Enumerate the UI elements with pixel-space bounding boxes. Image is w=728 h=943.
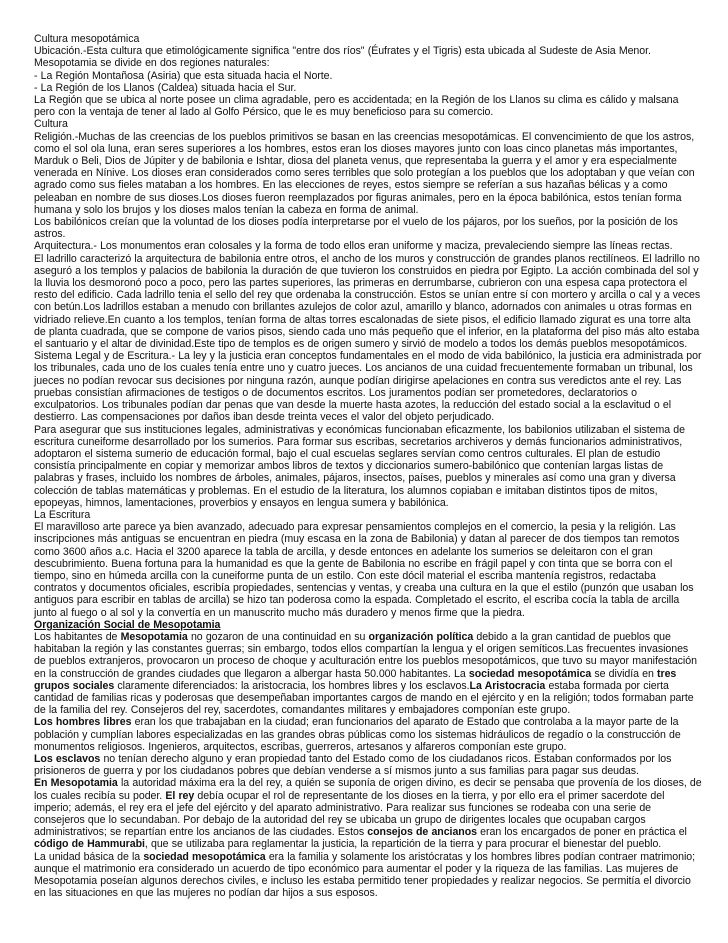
paragraph-ladrillo: El ladrillo caracterizó la arquitectura de babilonia entre otros, el ancho de los muros y construcción de grandes planos rectilíneos. El ladrillo no aseguró a los templos y palacios de babilonia la duración de que tuvieron los construidos en piedra por Egipto. La acción combinada del sol y la lluvia los desmoronó poco a poco, pero las partes superiores, las primeras en derrumbarse, cubrieron con una espesa capa protectora el resto del edificio. Cada ladrillo tenia el sello del rey que ordenaba la construcción. Estos se unían entre sí con mortero y arcilla o cal y a veces con betún.Los ladrillos estaban a menudo con brillantes azulejos de color azul, amarillo y blanco, adornados con animales u otras formas en vidriado relieve.En cuanto a los templos, tenían forma de altas torres escalonadas de siete pisos, el edificio llamado zigurat es una torre alta de planta cuadrada, que se compone de varios pisos, siendo cada uno más pequeño que el inferior, en la plataforma del piso más alto estaba el santuario y el altar de divinidad.Este tipo de templos es de origen sumero y sirvió de modelo a todos los demás pueblos mesopotámicos. — [34, 252, 701, 351]
paragraph-familia: La unidad básica de la sociedad mesopotámica era la familia y solamente los aristócratas y los hombres libres podían contraer matrimonio; aunque el matrimonio era considerado un acuerdo de tipo económico para aumentar el poder y la riqueza de las familias. Las mujeres de Mesopotamia poseían algunos derechos civiles, e incluso les estaba permitido tener propiedades y realizar negocios. Se permitía el divorcio en las situaciones en que las mujeres no podían dar hijos a sus esposos. — [34, 850, 696, 900]
paragraph-habitantes: Los habitantes de Mesopotamia no gozaron de una continuidad en su organización política debido a la gran cantidad de pueblos que habitaban la región y las constantes guerras; sin embargo, todos ellos compartían la lengua y el origen semíticos.Las frecuentes invasiones de pueblos extranjeros, provocaron un proceso de choque y aculturación entre los pueblos mesopotámicos, que tuvo su mayor manifestación en la construcción de grandes ciudades que llegaron a albergar hasta 50.000 habitantes. La sociedad mesopotámica se dividía en tres grupos sociales claramente diferenciados: la aristocracia, los hombres libres y los esclavos.La Aristocracia estaba formada por cierta cantidad de familias ricas y poderosas que desempeñaban importantes cargos de mando en el ejército y en la religión; todos formaban parte de la familia del rey. Consejeros del rey, sacerdotes, comandantes militares y embajadores componían este grupo. — [34, 630, 697, 717]
paragraph-ubicacion: Ubicación.-Esta cultura que etimológicamente significa "entre dos ríos" (Éufrates y el Tigris) esta ubicada al Sudeste de Asia Menor. — [34, 45, 651, 58]
paragraph-arquitectura: Arquitectura.- Los monumentos eran colosales y la forma de todo ellos eran uniforme y maciza, prevaleciendo siempre las líneas rectas. — [34, 240, 673, 253]
heading-escritura: La Escritura — [34, 508, 91, 521]
heading-organizacion-social: Organización Social de Mesopotamia — [34, 618, 221, 631]
paragraph-babilonicos: Los babilónicos creían que la voluntad de los dioses podía interpretarse por el vuelo de los pájaros, por los sueños, por la posición de los astros. — [34, 216, 678, 241]
paragraph-hombres-libres: Los hombres libres eran los que trabajaban en la ciudad; eran funcionarios del aparato de Estado que controlaba a la mayor parte de la población y cumplían labores especializadas en las grandes obras públicas como los sistemas hidráulicos de regadío o la construcción de monumentos religiosos. Ingenieros, arquitectos, escribas, guerreros, artesanos y alfareros componían este grupo. — [34, 716, 681, 753]
heading-cultura: Cultura — [34, 118, 68, 131]
list-item-region-montanosa: - La Región Montañosa (Asiria) que esta situada hacia el Norte. — [34, 69, 333, 82]
paragraph-instituciones: Para asegurar que sus instituciones legales, administrativas y económicas funcionaban eficazmente, los babilonios utilizaban el sistema de escritura cuneiforme desarrollado por los sumerios. Para formar sus escribas, secretarios archiveros y demás funcionarios administrativos, adoptaron el sistema sumerio de educación formal, bajo el cual escuelas seglares servían como centros culturales. El plan de estudio consistía principalmente en copiar y memorizar ambos libros de textos y diccionarios sumero-babilónico que contenían largas listas de palabras y frases, incluido los nombres de árboles, animales, pájaros, insectos, países, pueblos y minerales así como una gran y diversa colección de tablas matemáticas y problemas. En el estudio de la literatura, los alumnos copiaban e imitaban distintos tipos de mitos, epopeyas, himnos, lamentaciones, proverbios y ensayos en lengua sumera y babilónica. — [34, 423, 685, 509]
paragraph-esclavos: Los esclavos no tenían derecho alguno y eran propiedad tanto del Estado como de los ciudadanos ricos. Estaban conformados por los prisioneros de guerra y por los ciudadanos pobres que debían venderse a sí mismos junto a sus familias para pagar sus deudas. — [34, 752, 672, 778]
paragraph-escritura: El maravilloso arte parece ya bien avanzado, adecuado para expresar pensamientos complejos en el comercio, la pesia y la religión. Las inscripciones más antiguas se encuentran en piedra (muy escasa en la zona de Babilonia) y datan al parecer de dos tiempos tan remotos como 3600 años a.c. Hacia el 3200 aparece la tabla de arcilla, y desde entonces en adelante los sumerios se deleitaron con el gran descubrimiento. Buena fortuna para la humanidad es que la gente de Babilonia no escribe en frágil papel y con tinta que se borra con el tiempo, sino en húmeda arcilla con la cuneiforme punta de un estilo. Con este dócil material el escriba mantenía registros, redactaba contratos y documentos oficiales, escribía propiedades, sentencias y ventas, y creaba una cultura en la que el estilo (punzón que usaban los antiguos para escribir en tablas de arcilla) se hizo tan poderosa como la espada. Completado el escrito, el escriba cocía la tabla de arcilla junto al fuego o al sol y la convertía en un manuscrito mucho más duradero y menos firme que la piedra. — [34, 521, 694, 619]
paragraph-religion: Religión.-Muchas de las creencias de los pueblos primitivos se basan en las creencias mesopotámicas. El convencimiento de que los astros, como el sol ola luna, eran seres superiores a los hombres, estos eran los dioses mayores junto con loas cinco planetas más importantes, Marduk o Beli, Dios de Júpiter y de babilonia e Ishtar, diosa del planeta venus, que representaba la guerra y el amor y era especialmente venerada en Nínive. Los dioses eran considerados como seres terribles que solo protegían a los pueblos que los adoptaban y que veían con agrado como sus fieles mataban a los hombres. En las elecciones de reyes, estos siempre se referían a sus hazañas bélicas y a como peleaban en nombre de sus dioses.Los dioses fueron reemplazados por figuras animales, pero en la época babilónica, estos tenían forma humana y solo los brujos y los dioses malos tenían la cabeza en forma de animal. — [34, 130, 695, 216]
paragraph-autoridad-rey: En Mesopotamia la autoridad máxima era la del rey, a quién se suponía de origen divino, es decir se pensaba que provenía de los dioses, de los cuales recibía su poder. El rey debía ocupar el rol de representante de los dioses en la tierra, y por ello era el primer sacerdote del imperio; además, el rey era el jefe del ejército y del aparato administrativo. Para realizar sus funciones se rodeaba con una serie de consejeros que lo secundaban. Por debajo de la autoridad del rey se ubicaba un grupo de dirigentes locales que ocupaban cargos administrativos; se repartían entre los ancianos de las ciudades. Estos consejos de ancianos eran los encargados de poner en práctica el código de Hammurabi, que se utilizaba para reglamentar la justicia, la repartición de la tierra y para procurar el bienestar del pueblo. — [34, 777, 702, 851]
document-page — [34, 33, 702, 899]
list-item-region-llanos: - La Región de los Llanos (Caldea) situada hacia el Sur. — [34, 81, 297, 94]
paragraph-clima: La Región que se ubica al norte posee un clima agradable, pero es accidentada; en la Región de los Llanos su clima es cálido y malsana pero con la ventaja de tener al lado al Golfo Pérsico, que le es muy beneficioso para su comercio. — [34, 94, 679, 119]
paragraph-regiones: Mesopotamia se divide en dos regiones naturales: — [34, 57, 270, 70]
title-cultura-mesopotamica: Cultura mesopotámica — [34, 33, 140, 45]
paragraph-sistema-legal: Sistema Legal y de Escritura.- La ley y la justicia eran conceptos fundamentales en el modo de vida babilónico, la justicia era administrada por los tribunales, cada uno de los cuales tenía entre uno y cuatro jueces. Los ancianos de una cuidad frecuentemente formaban un tribunal, los jueces no podían revocar sus decisiones por ninguna razón, aunque podían dirigirse apelaciones en contra sus veredictos ante el rey. Las pruebas consistían afirmaciones de testigos o de documentos escritos. Los juramentos podían ser prometedores, declaratorios o exculpatorios. Los tribunales podían dar penas que van desde la muerte hasta azotes, la reducción del estado social a la esclavitud o el destierro. Las compensaciones por daños iban desde treinta veces el valor del objeto perjudicado. — [34, 350, 702, 424]
